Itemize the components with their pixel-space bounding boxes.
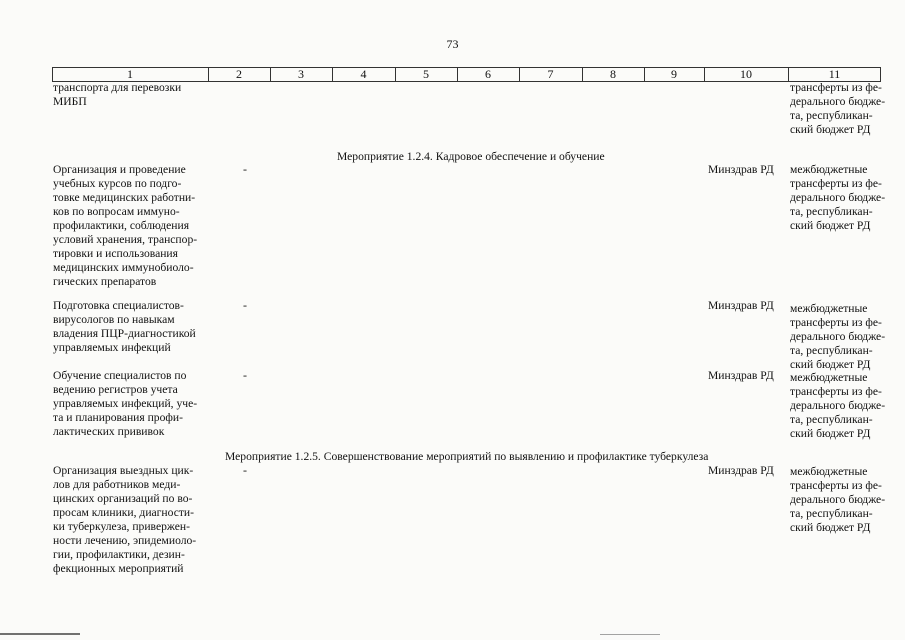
text-line: межбюджетные	[790, 302, 868, 315]
dash-marker: -	[243, 298, 247, 312]
text-line: межбюджетные	[790, 371, 868, 384]
text-line: цинских организаций по во-	[53, 492, 193, 505]
text-line: дерального бюдже-	[790, 95, 886, 108]
text-line: та, республикан-	[790, 507, 873, 520]
page-number: 73	[446, 37, 459, 51]
funding-source	[790, 163, 885, 233]
text-line: ский бюджет РД	[790, 123, 871, 136]
continued-funding	[790, 81, 885, 137]
section-title: Мероприятие 1.2.5. Совершенствование мероприятий по выявлению и профилактике туберкулеза	[225, 450, 709, 463]
text-line: ности лечению, эпидемиоло-	[53, 534, 197, 547]
column-header: 5	[423, 67, 429, 81]
text-line: трансферты из фе-	[790, 385, 882, 398]
text-line: медицинских иммунобиоло-	[53, 261, 194, 274]
column-header: 2	[236, 67, 242, 81]
text-line: дерального бюдже-	[790, 191, 886, 204]
column-header: 11	[828, 67, 841, 81]
text-line: лактических прививок	[53, 425, 165, 438]
text-line: условий хранения, транспор-	[53, 233, 198, 246]
column-header: 9	[671, 67, 677, 81]
executor: Минздрав РД	[708, 369, 774, 382]
scan-artifact	[0, 633, 80, 635]
funding-source	[790, 371, 885, 441]
activity-description	[53, 299, 196, 355]
text-line: та, республикан-	[790, 109, 873, 122]
text-line: товке медицинских работни-	[53, 191, 196, 204]
text-line: та, республикан-	[790, 344, 873, 357]
column-header: 1	[127, 67, 133, 81]
text-line: трансферты из фе-	[790, 479, 882, 492]
text-line: Подготовка специалистов-	[53, 299, 184, 312]
text-line: трансферты из фе-	[790, 316, 882, 329]
activity-description	[53, 163, 197, 289]
text-line: межбюджетные	[790, 163, 868, 176]
column-header: 4	[360, 67, 367, 81]
executor: Минздрав РД	[708, 464, 774, 477]
text-line: ский бюджет РД	[790, 358, 871, 371]
text-line: ский бюджет РД	[790, 219, 871, 232]
activity-description	[53, 464, 196, 576]
text-line: вирусологов по навыкам	[53, 313, 175, 326]
text-line: учебных курсов по подго-	[53, 177, 182, 190]
text-line: дерального бюдже-	[790, 493, 886, 506]
text-line: дерального бюдже-	[790, 399, 886, 412]
column-header: 3	[298, 67, 304, 81]
text-line: та, республикан-	[790, 413, 873, 426]
section-title: Мероприятие 1.2.4. Кадровое обеспечение и обучение	[337, 150, 605, 163]
column-header: 7	[547, 67, 554, 81]
text-line: управляемых инфекций	[53, 341, 171, 354]
text-line: дерального бюдже-	[790, 330, 886, 343]
activity-description	[53, 369, 197, 439]
funding-source	[790, 465, 885, 535]
text-line: та, республикан-	[790, 205, 873, 218]
text-line: ки туберкулеза, привержен-	[53, 520, 190, 533]
column-header: 10	[740, 67, 752, 81]
dash-marker: -	[243, 162, 247, 176]
column-divider	[880, 68, 881, 81]
text-line: Организация и проведение	[53, 163, 186, 176]
text-line: лов для работников меди-	[53, 478, 181, 491]
text-line: владения ПЦР-диагностикой	[53, 327, 196, 340]
text-line: Обучение специалистов по	[53, 369, 187, 382]
text-line: ков по вопросам иммуно-	[53, 205, 180, 218]
dash-marker: -	[243, 463, 247, 477]
text-line: ский бюджет РД	[790, 427, 871, 440]
text-line: трансферты из фе-	[790, 81, 882, 94]
funding-source	[790, 302, 885, 372]
column-header: 8	[610, 67, 616, 81]
text-line: управляемых инфекций, уче-	[53, 397, 198, 410]
text-line: транспорта для перевозки	[53, 81, 182, 94]
text-line: гических препаратов	[53, 275, 157, 288]
text-line: фекционных мероприятий	[53, 562, 184, 575]
text-line: трансферты из фе-	[790, 177, 882, 190]
text-line: межбюджетные	[790, 465, 868, 478]
table-header-row	[52, 67, 881, 82]
text-line: тировки и использования	[53, 247, 178, 260]
text-line: Организация выездных цик-	[53, 464, 194, 477]
executor: Минздрав РД	[708, 163, 774, 176]
text-line: МИБП	[53, 95, 87, 108]
text-line: та и планирования профи-	[53, 411, 183, 424]
scan-artifact	[600, 634, 660, 635]
text-line: профилактики, соблюдения	[53, 219, 190, 232]
text-line: гии, профилактики, дезин-	[53, 548, 185, 561]
text-line: ский бюджет РД	[790, 521, 871, 534]
executor: Минздрав РД	[708, 299, 774, 312]
text-line: ведению регистров учета	[53, 383, 178, 396]
continued-activity	[53, 81, 181, 109]
text-line: просам клиники, диагности-	[53, 506, 194, 519]
column-header: 6	[485, 67, 491, 81]
dash-marker: -	[243, 368, 247, 382]
